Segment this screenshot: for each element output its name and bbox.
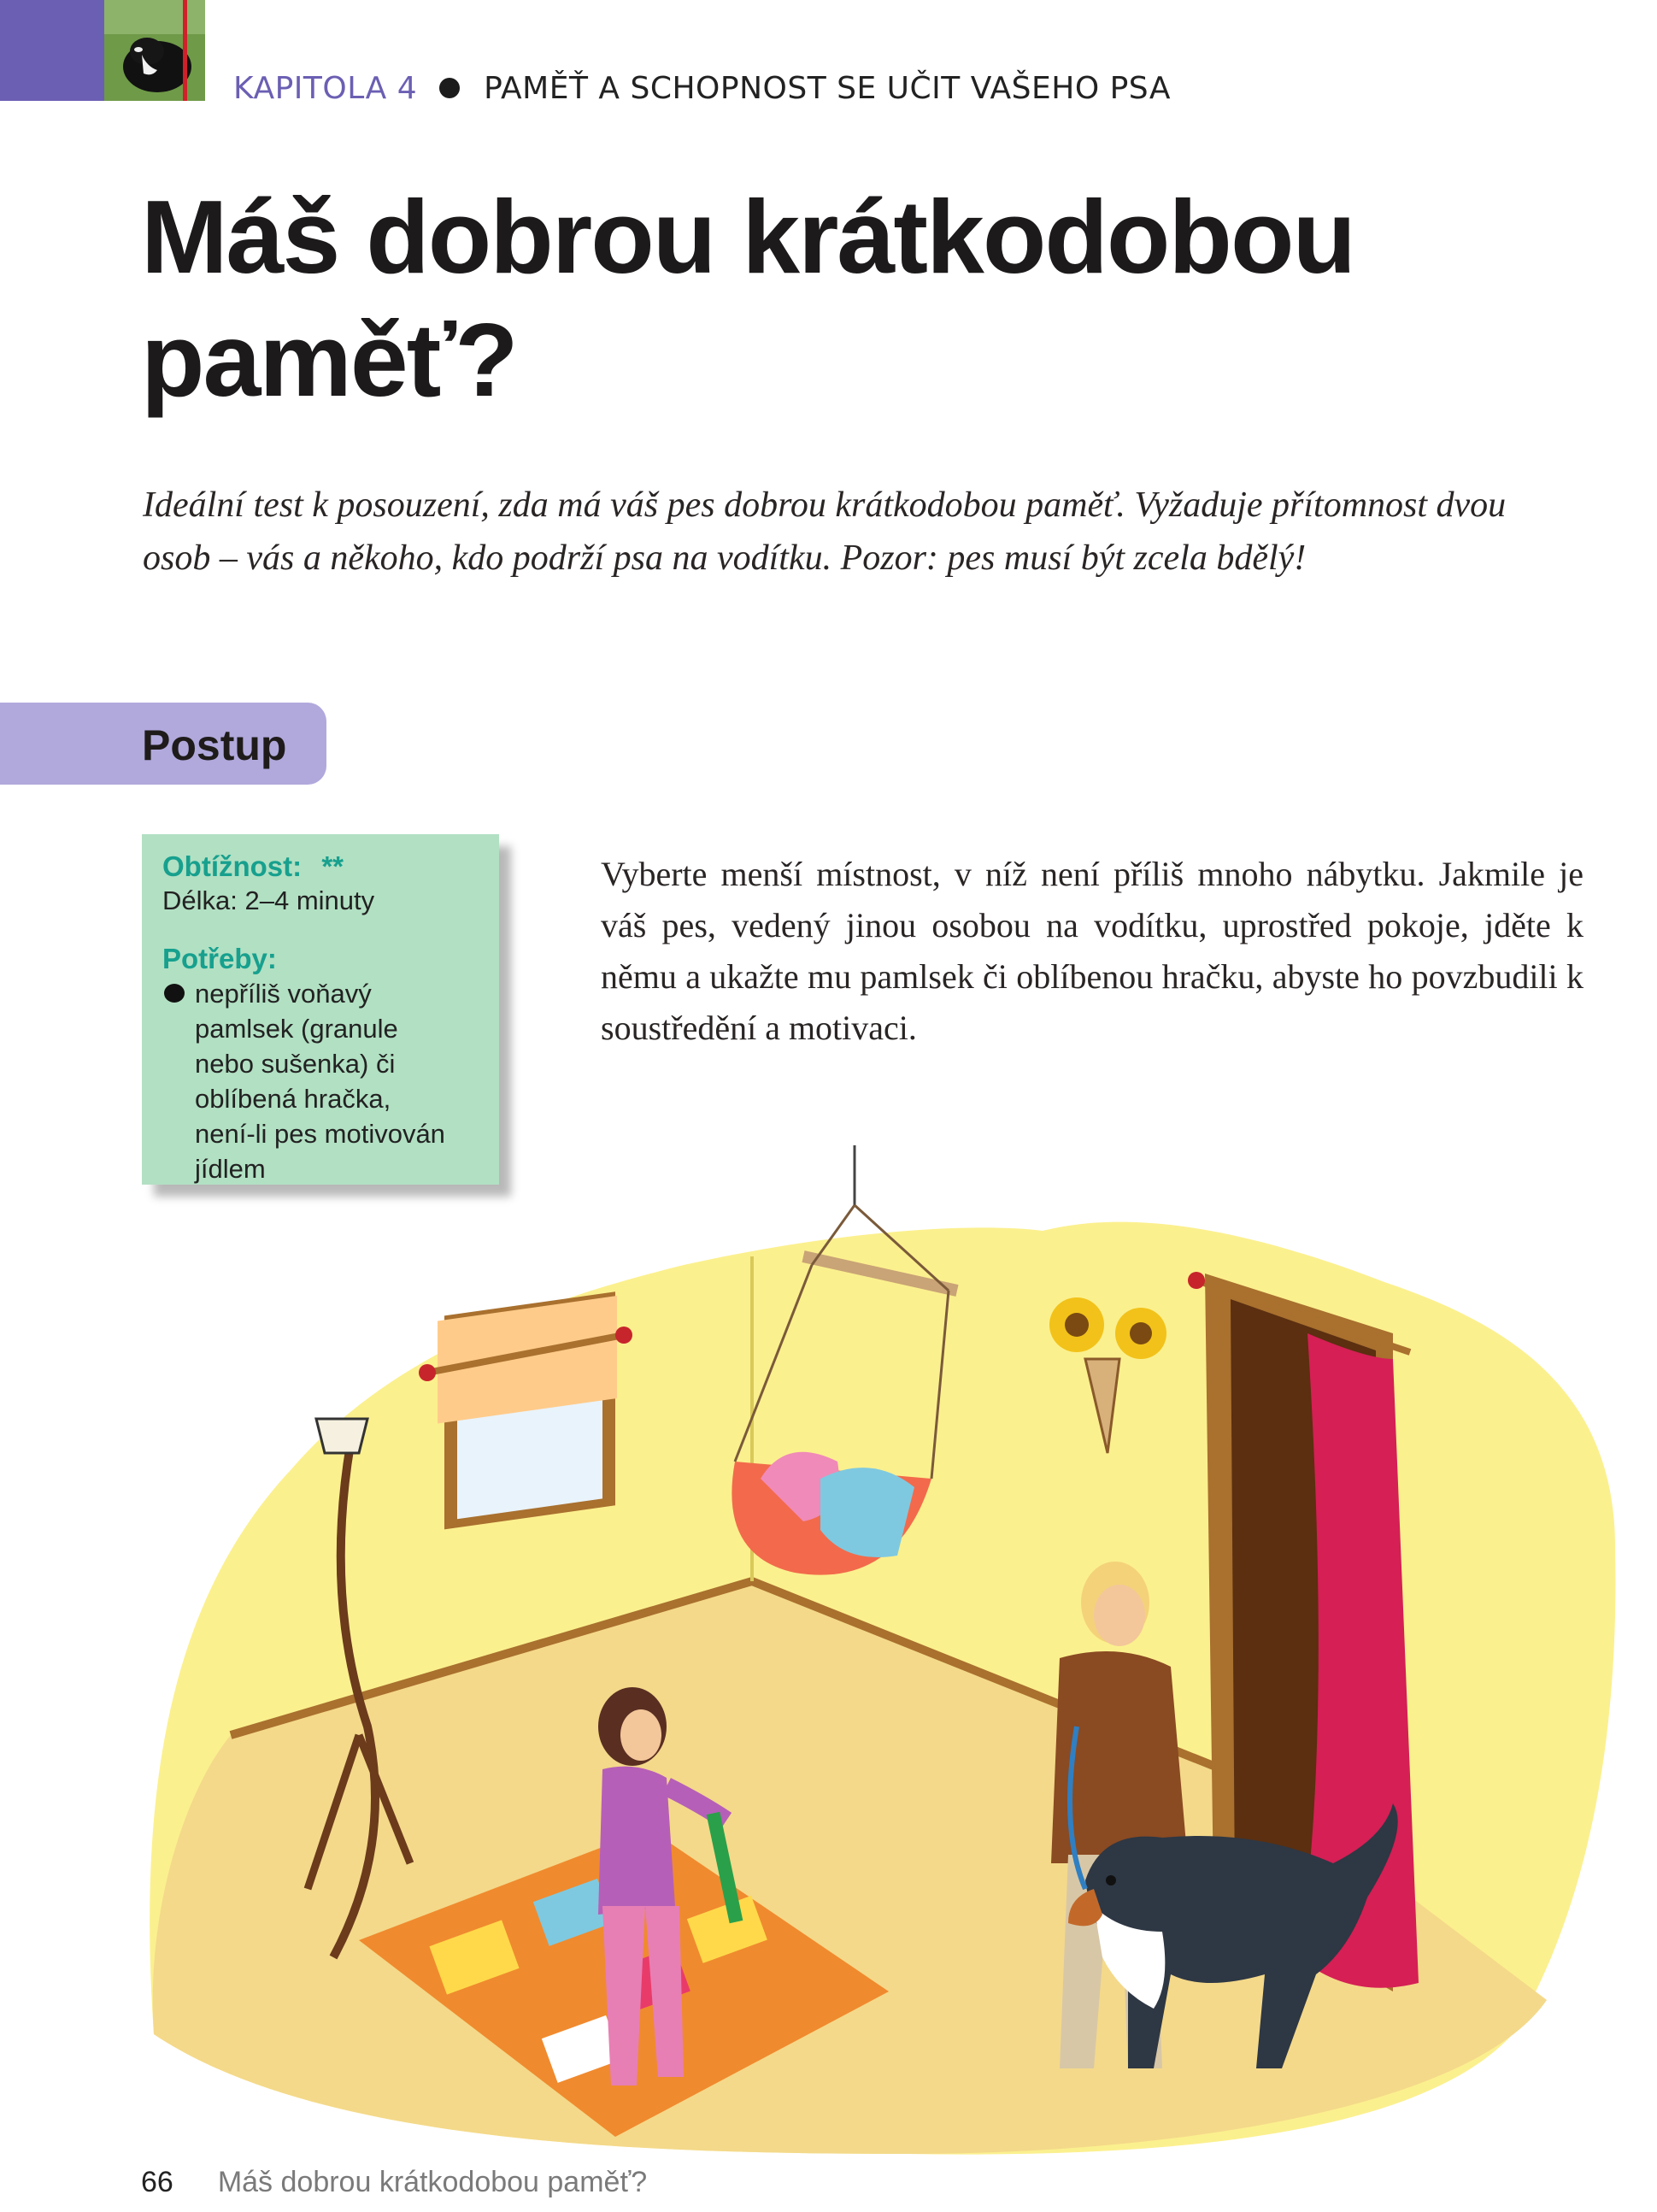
duration-text: Délka: 2–4 minuty	[162, 885, 375, 915]
chapter-title: PAMĚŤ A SCHOPNOST SE UČIT VAŠEHO PSA	[484, 70, 1171, 106]
body-paragraph: Vyberte menší místnost, v níž není příliš mnoho nábytku. Jakmile je váš pes, vedený jinou osobou na vodítku, uprostřed pokoje, jděte k němu a ukažte mu pamlsek či oblíbenou hračku, abyste ho povzbudili k soustředění a motivaci.	[601, 855, 1584, 1047]
intro-paragraph: Ideální test k posouzení, zda má váš pes dobrou krátkodobou paměť. Vyžaduje přítomnost dvou osob – vás a někoho, kdo podrží psa na vodítku. Pozor: pes musí být zcela bdělý!	[143, 485, 1507, 578]
section-title: Postup	[142, 721, 287, 769]
footer-title: Máš dobrou krátkodobou paměť?	[217, 2165, 648, 2198]
info-box	[142, 834, 499, 1185]
page-title: Máš dobrou krátkodobou paměť?	[141, 179, 1354, 418]
needs-label: Potřeby:	[162, 943, 277, 974]
dog-photo-icon	[104, 0, 205, 101]
running-header	[233, 67, 1171, 109]
page-footer	[141, 2161, 647, 2203]
header-color-band	[0, 0, 104, 101]
difficulty-value: **	[321, 850, 344, 882]
page-number: 66	[141, 2165, 173, 2198]
room-scene-illustration	[137, 1137, 1624, 2162]
bullet-dot-icon	[439, 78, 460, 98]
chapter-label: KAPITOLA 4	[233, 70, 418, 106]
difficulty-label: Obtížnost:	[162, 850, 303, 882]
needs-item-text: nepříliš voňavý pamlsek (granule nebo sušenka) či oblíbená hračka, není-li pes motivován jídlem	[195, 979, 445, 1184]
difficulty-row	[162, 850, 480, 884]
bullet-icon	[164, 984, 185, 1003]
